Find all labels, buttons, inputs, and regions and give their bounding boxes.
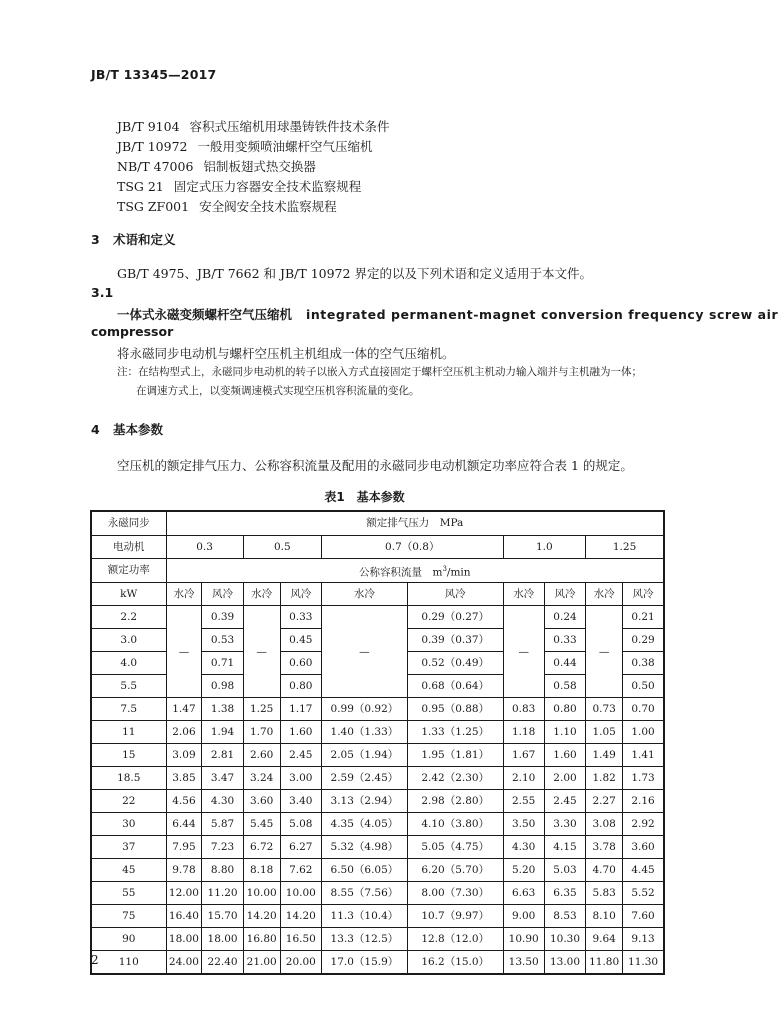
flow-cell: 10.00 (280, 882, 321, 905)
power-cell: 11 (91, 721, 166, 744)
flow-cell: 2.10 (503, 767, 544, 790)
cooling-air: 风冷 (544, 582, 585, 606)
power-cell: 45 (91, 859, 166, 882)
flow-cell: 0.50 (623, 675, 664, 698)
flow-cell: 2.05（1.94） (321, 744, 407, 767)
flow-cell: 2.55 (503, 790, 544, 813)
flow-cell: 4.70 (586, 859, 623, 882)
flow-cell: 9.00 (503, 905, 544, 928)
power-cell: 4.0 (91, 652, 166, 675)
term-number: 3.1 (91, 285, 114, 300)
flow-cell: 1.82 (586, 767, 623, 790)
flow-cell: 3.50 (503, 813, 544, 836)
flow-cell: 8.55（7.56） (321, 882, 407, 905)
pressure-value: 1.25 (586, 535, 664, 559)
flow-cell: 0.70 (623, 698, 664, 721)
flow-cell: 14.20 (243, 905, 280, 928)
flow-cell: 17.0（15.9） (321, 951, 407, 975)
flow-cell: 18.00 (202, 928, 243, 951)
flow-cell: 1.41 (623, 744, 664, 767)
term-line (117, 305, 778, 323)
flow-cell: 1.94 (202, 721, 243, 744)
flow-cell: 0.60 (280, 652, 321, 675)
flow-cell: 1.60 (280, 721, 321, 744)
flow-cell: 3.40 (280, 790, 321, 813)
flow-cell: 6.35 (544, 882, 585, 905)
reference-item (117, 177, 361, 195)
flow-cell: 6.27 (280, 836, 321, 859)
flow-cell: 5.45 (243, 813, 280, 836)
reference-item (117, 137, 373, 155)
flow-cell: 0.71 (202, 652, 243, 675)
flow-cell: 0.58 (544, 675, 585, 698)
flow-cell: 5.08 (280, 813, 321, 836)
flow-cell: 13.3（12.5） (321, 928, 407, 951)
power-cell: 7.5 (91, 698, 166, 721)
table-caption: 表1 基本参数 (324, 490, 405, 504)
flow-cell: 3.85 (166, 767, 202, 790)
power-cell: 3.0 (91, 629, 166, 652)
flow-cell: 0.80 (544, 698, 585, 721)
flow-cell: 6.63 (503, 882, 544, 905)
flow-cell: 5.87 (202, 813, 243, 836)
flow-cell: 12.8（12.0） (407, 928, 503, 951)
flow-cell: 1.25 (243, 698, 280, 721)
stub-header-line: 永磁同步 (91, 511, 166, 535)
flow-cell: 0.39 (202, 606, 243, 629)
reference-title: 铝制板翅式热交换器 (203, 159, 316, 174)
power-cell: 5.5 (91, 675, 166, 698)
flow-unit-sup: 3 (442, 564, 447, 573)
flow-cell: 2.27 (586, 790, 623, 813)
flow-cell: 24.00 (166, 951, 202, 975)
flow-cell: 6.44 (166, 813, 202, 836)
flow-cell: 0.39（0.37） (407, 629, 503, 652)
flow-cell: 1.73 (623, 767, 664, 790)
table-row (91, 606, 664, 629)
flow-cell: 22.40 (202, 951, 243, 975)
stub-header-line: 额定功率 (91, 559, 166, 583)
power-cell: 15 (91, 744, 166, 767)
section-number: 3 (91, 232, 100, 247)
standard-id-header: JB/T 13345—2017 (91, 67, 217, 82)
flow-cell: 3.47 (202, 767, 243, 790)
flow-cell: 5.52 (623, 882, 664, 905)
flow-cell: 14.20 (280, 905, 321, 928)
flow-cell: 2.00 (544, 767, 585, 790)
flow-cell: 0.33 (280, 606, 321, 629)
flow-cell: 8.10 (586, 905, 623, 928)
flow-cell: 7.62 (280, 859, 321, 882)
flow-cell: 0.29 (623, 629, 664, 652)
flow-cell: 8.80 (202, 859, 243, 882)
section-4-heading (91, 420, 163, 438)
cooling-water: 水冷 (586, 582, 623, 606)
dash-cell: — (586, 606, 623, 698)
table-row (91, 928, 664, 951)
power-cell: 37 (91, 836, 166, 859)
flow-cell: 10.7（9.97） (407, 905, 503, 928)
flow-cell: 7.95 (166, 836, 202, 859)
flow-cell: 1.17 (280, 698, 321, 721)
table-row (91, 859, 664, 882)
flow-cell: 1.47 (166, 698, 202, 721)
reference-code: TSG 21 (117, 179, 164, 194)
flow-cell: 1.40（1.33） (321, 721, 407, 744)
flow-cell: 5.03 (544, 859, 585, 882)
flow-cell: 7.60 (623, 905, 664, 928)
cooling-air: 风冷 (202, 582, 243, 606)
section-4-intro: 空压机的额定排气压力、公称容积流量及配用的永磁同步电动机额定功率应符合表 1 的规定。 (117, 458, 633, 473)
flow-cell: 1.10 (544, 721, 585, 744)
note-line-2: 在调速方式上，以变频调速模式实现空压机容积流量的变化。 (136, 385, 420, 397)
reference-title: 一般用变频喷油螺杆空气压缩机 (197, 139, 373, 154)
flow-cell: 9.64 (586, 928, 623, 951)
flow-cell: 3.09 (166, 744, 202, 767)
cooling-air: 风冷 (280, 582, 321, 606)
note-line-1: 注：在结构型式上，永磁同步电动机的转子以嵌入方式直接固定于螺杆空压机主机动力输入端并与主机融为一体； (117, 366, 642, 378)
reference-title: 容积式压缩机用球墨铸铁件技术条件 (189, 119, 390, 134)
power-cell: 30 (91, 813, 166, 836)
power-cell: 2.2 (91, 606, 166, 629)
term-chinese: 一体式永磁变频螺杆空气压缩机 (117, 307, 293, 322)
flow-cell: 1.60 (544, 744, 585, 767)
flow-cell: 0.21 (623, 606, 664, 629)
cooling-water: 水冷 (503, 582, 544, 606)
flow-cell: 5.83 (586, 882, 623, 905)
flow-cell: 21.00 (243, 951, 280, 975)
pressure-value: 0.3 (166, 535, 243, 559)
flow-cell: 9.78 (166, 859, 202, 882)
flow-cell: 0.38 (623, 652, 664, 675)
table-row (91, 813, 664, 836)
flow-header-text: 公称容积流量 m (358, 566, 443, 578)
reference-code: TSG ZF001 (117, 199, 190, 214)
dash-cell: — (166, 606, 202, 698)
reference-item (117, 157, 316, 175)
flow-cell: 1.38 (202, 698, 243, 721)
flow-cell: 0.99（0.92） (321, 698, 407, 721)
flow-cell: 5.32（4.98） (321, 836, 407, 859)
flow-cell: 4.15 (544, 836, 585, 859)
flow-cell: 8.53 (544, 905, 585, 928)
flow-cell: 9.13 (623, 928, 664, 951)
flow-cell: 2.42（2.30） (407, 767, 503, 790)
flow-cell: 2.60 (243, 744, 280, 767)
term-english-continued: compressor (91, 324, 174, 339)
power-cell: 110 (91, 951, 166, 975)
term-definition: 将永磁同步电动机与螺杆空压机主机组成一体的空气压缩机。 (117, 346, 455, 361)
flow-cell: 1.18 (503, 721, 544, 744)
basic-parameters-table (90, 510, 665, 975)
flow-cell: 7.23 (202, 836, 243, 859)
flow-cell: 16.80 (243, 928, 280, 951)
table-row (91, 698, 664, 721)
flow-cell: 2.06 (166, 721, 202, 744)
stub-header-line: kW (91, 582, 166, 606)
flow-cell: 3.30 (544, 813, 585, 836)
reference-item (117, 117, 390, 135)
flow-cell: 3.78 (586, 836, 623, 859)
table-row (91, 836, 664, 859)
reference-code: NB/T 47006 (117, 159, 194, 174)
flow-cell: 3.00 (280, 767, 321, 790)
reference-title: 安全阀安全技术监察规程 (199, 199, 337, 214)
section-number: 4 (91, 422, 100, 437)
flow-cell: 11.80 (586, 951, 623, 975)
cooling-water: 水冷 (321, 582, 407, 606)
flow-cell: 4.10（3.80） (407, 813, 503, 836)
section-title: 术语和定义 (113, 232, 176, 247)
section-3-intro: GB/T 4975、JB/T 7662 和 JB/T 10972 界定的以及下列术语和定义适用于本文件。 (117, 266, 592, 281)
dash-cell: — (503, 606, 544, 698)
flow-cell: 6.50（6.05） (321, 859, 407, 882)
flow-cell: 10.90 (503, 928, 544, 951)
flow-cell: 5.20 (503, 859, 544, 882)
flow-cell: 16.40 (166, 905, 202, 928)
flow-cell: 1.05 (586, 721, 623, 744)
flow-cell: 2.81 (202, 744, 243, 767)
table-row (91, 951, 664, 975)
term-english: integrated permanent-magnet conversion frequency screw air (306, 307, 778, 322)
flow-cell: 6.72 (243, 836, 280, 859)
flow-cell: 11.20 (202, 882, 243, 905)
flow-cell: 13.00 (544, 951, 585, 975)
cooling-air: 风冷 (623, 582, 664, 606)
table-row (91, 905, 664, 928)
flow-cell: 1.70 (243, 721, 280, 744)
flow-cell: 3.13（2.94） (321, 790, 407, 813)
cooling-water: 水冷 (166, 582, 202, 606)
power-cell: 18.5 (91, 767, 166, 790)
flow-cell: 0.52（0.49） (407, 652, 503, 675)
flow-cell: 8.00（7.30） (407, 882, 503, 905)
reference-code: JB/T 10972 (117, 139, 188, 154)
dash-cell: — (243, 606, 280, 698)
pressure-value: 1.0 (503, 535, 586, 559)
flow-cell: 8.18 (243, 859, 280, 882)
power-cell: 75 (91, 905, 166, 928)
flow-cell: 4.45 (623, 859, 664, 882)
reference-item (117, 197, 337, 215)
section-title: 基本参数 (113, 422, 164, 437)
flow-cell: 4.56 (166, 790, 202, 813)
flow-header (166, 559, 664, 583)
flow-cell: 1.95（1.81） (407, 744, 503, 767)
flow-cell: 1.00 (623, 721, 664, 744)
flow-cell: 0.24 (544, 606, 585, 629)
reference-code: JB/T 9104 (117, 119, 180, 134)
flow-cell: 1.67 (503, 744, 544, 767)
flow-cell: 16.50 (280, 928, 321, 951)
stub-header-line: 电动机 (91, 535, 166, 559)
power-cell: 90 (91, 928, 166, 951)
flow-cell: 12.00 (166, 882, 202, 905)
flow-cell: 0.80 (280, 675, 321, 698)
table-row (91, 767, 664, 790)
pressure-value: 0.7（0.8） (321, 535, 503, 559)
flow-cell: 0.73 (586, 698, 623, 721)
flow-cell: 13.50 (503, 951, 544, 975)
power-cell: 55 (91, 882, 166, 905)
table-row (91, 721, 664, 744)
flow-cell: 15.70 (202, 905, 243, 928)
table-row (91, 744, 664, 767)
flow-cell: 1.49 (586, 744, 623, 767)
reference-title: 固定式压力容器安全技术监察规程 (173, 179, 362, 194)
table-row (91, 790, 664, 813)
flow-cell: 16.2（15.0） (407, 951, 503, 975)
flow-unit-tail: /min (446, 566, 471, 578)
flow-cell: 0.53 (202, 629, 243, 652)
pressure-header: 额定排气压力 MPa (166, 511, 664, 535)
table-row (91, 882, 664, 905)
flow-cell: 18.00 (166, 928, 202, 951)
flow-cell: 2.59（2.45） (321, 767, 407, 790)
flow-cell: 10.00 (243, 882, 280, 905)
flow-cell: 4.30 (503, 836, 544, 859)
flow-cell: 6.20（5.70） (407, 859, 503, 882)
flow-cell: 0.98 (202, 675, 243, 698)
flow-cell: 3.60 (243, 790, 280, 813)
flow-cell: 3.08 (586, 813, 623, 836)
flow-cell: 4.30 (202, 790, 243, 813)
flow-cell: 2.98（2.80） (407, 790, 503, 813)
flow-cell: 2.45 (544, 790, 585, 813)
power-cell: 22 (91, 790, 166, 813)
page-number: 2 (91, 953, 99, 967)
flow-cell: 2.45 (280, 744, 321, 767)
flow-cell: 2.92 (623, 813, 664, 836)
flow-cell: 11.3（10.4） (321, 905, 407, 928)
flow-cell: 10.30 (544, 928, 585, 951)
flow-cell: 0.83 (503, 698, 544, 721)
flow-cell: 0.44 (544, 652, 585, 675)
flow-cell: 20.00 (280, 951, 321, 975)
flow-cell: 0.45 (280, 629, 321, 652)
flow-cell: 2.16 (623, 790, 664, 813)
flow-cell: 0.68（0.64） (407, 675, 503, 698)
flow-cell: 1.33（1.25） (407, 721, 503, 744)
flow-cell: 11.30 (623, 951, 664, 975)
flow-cell: 0.33 (544, 629, 585, 652)
flow-cell: 3.60 (623, 836, 664, 859)
flow-cell: 5.05（4.75） (407, 836, 503, 859)
flow-cell: 4.35（4.05） (321, 813, 407, 836)
pressure-value: 0.5 (243, 535, 321, 559)
dash-cell: — (321, 606, 407, 698)
cooling-air: 风冷 (407, 582, 503, 606)
flow-cell: 0.95（0.88） (407, 698, 503, 721)
cooling-water: 水冷 (243, 582, 280, 606)
section-3-heading (91, 230, 176, 248)
flow-cell: 0.29（0.27） (407, 606, 503, 629)
flow-cell: 3.24 (243, 767, 280, 790)
